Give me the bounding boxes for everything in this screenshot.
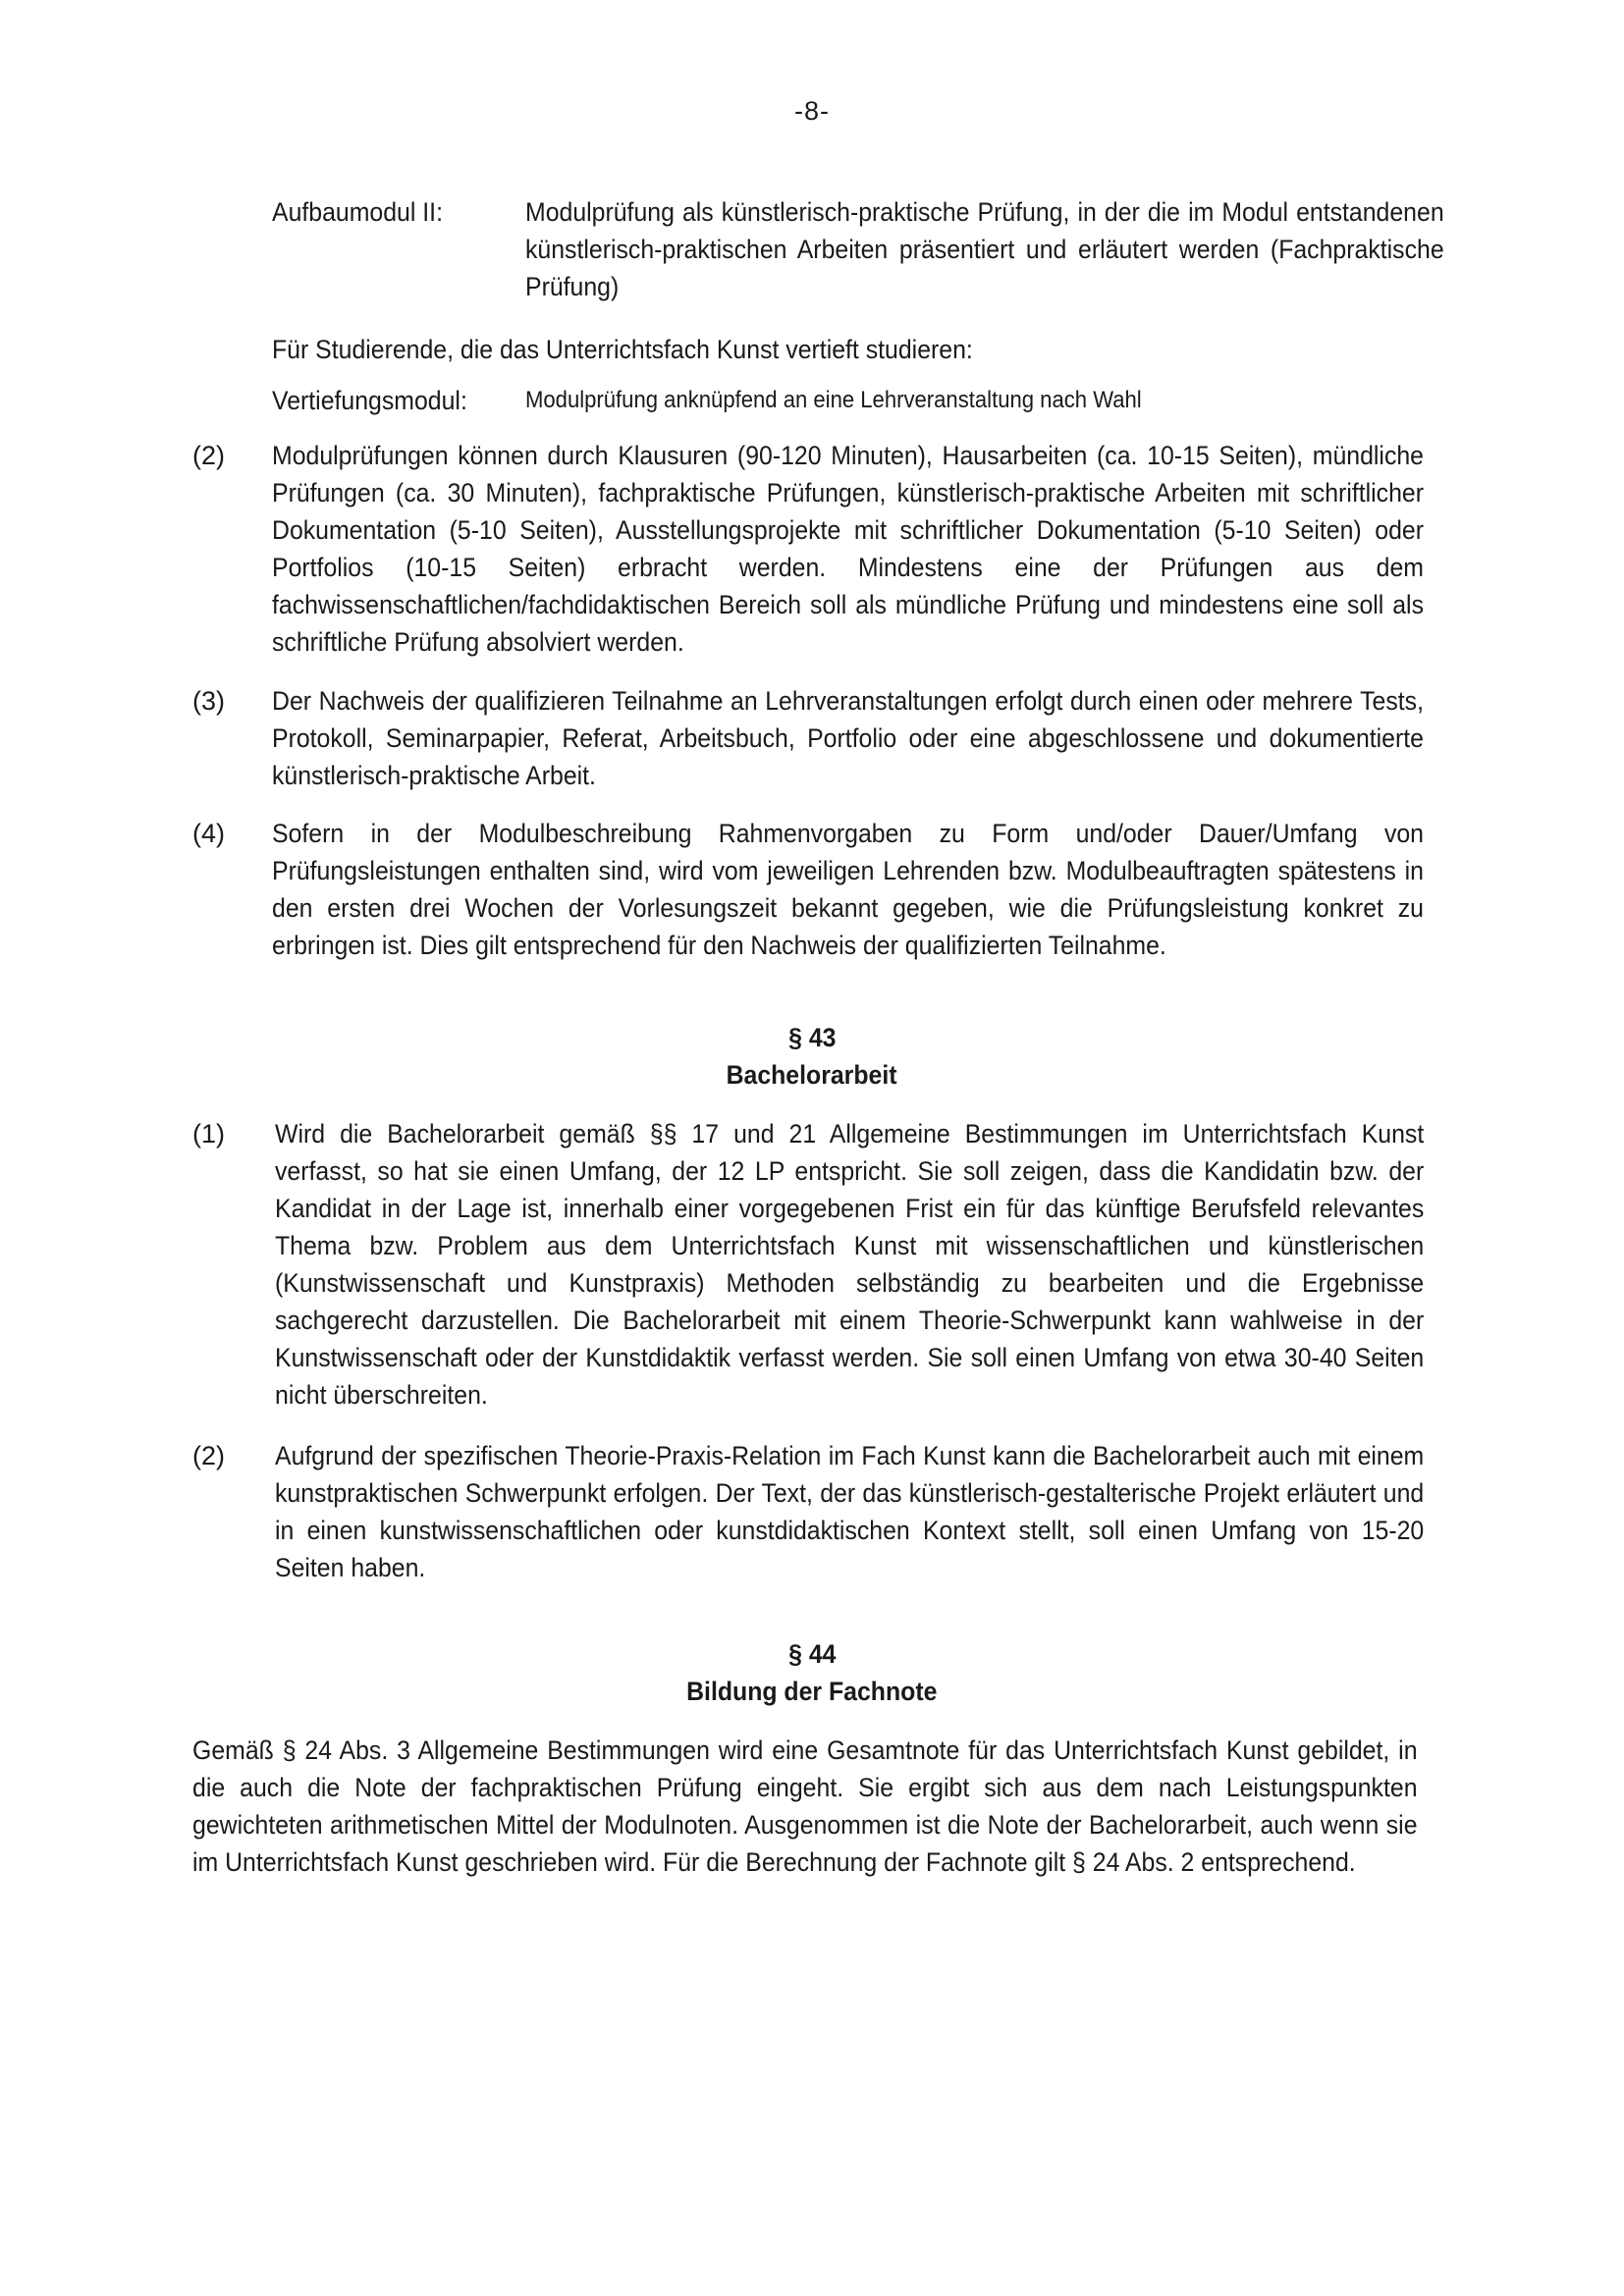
section-title bbox=[0, 1056, 1624, 1094]
item-text: Sofern in der Modulbeschreibung Rahmenvorgaben zu Form und/oder Dauer/Umfang von Prüfungsleistungen enthalten sind, wird vom jeweiligen Lehrenden bzw. Modulbeauftragten spätestens in den ersten drei Wochen der Vorlesungszeit bekannt gegeben, wie die Prüfungsleistung konkret zu erbringen ist. Dies gilt entsprechend für den Nachweis der qualifizierten Teilnahme. bbox=[272, 819, 1424, 960]
item-text: Der Nachweis der qualifizieren Teilnahme an Lehrveranstaltungen erfolgt durch einen oder mehrere Tests, Protokoll, Seminarpapier, Referat, Arbeitsbuch, Portfolio oder eine abgeschlossene und dokumentierte künstlerisch-praktische Arbeit. bbox=[272, 686, 1424, 790]
s43-item-1 bbox=[0, 1115, 1624, 1414]
s42-item-2 bbox=[0, 437, 1624, 661]
page-number: -8- bbox=[794, 96, 830, 126]
item-text: Aufgrund der spezifischen Theorie-Praxis-Relation im Fach Kunst kann die Bachelorarbeit auch mit einem kunstpraktischen Schwerpunkt erfolgen. Der Text, der das künstlerisch-gestalterische Projekt erläutert und in einen kunstwissenschaftlichen oder kunstdidaktischen Kontext stellt, soll einen Umfang von 15-20 Seiten haben. bbox=[275, 1441, 1425, 1582]
item-number: (1) bbox=[192, 1119, 225, 1148]
aufbau-label: Aufbaumodul II: bbox=[272, 197, 443, 227]
item-number: (4) bbox=[192, 819, 225, 848]
vertiefung-label: Vertiefungsmodul: bbox=[272, 386, 467, 415]
aufbau-text: Modulprüfung als künstlerisch-praktische Prüfung, in der die im Modul entstandenen künstlerisch-praktischen Arbeiten präsentiert und erläutert werden (Fachpraktische Prüfung) bbox=[525, 197, 1444, 301]
vertiefung-text: Modulprüfung anknüpfend an eine Lehrveranstaltung nach Wahl bbox=[525, 387, 1142, 413]
item-number: (3) bbox=[192, 686, 225, 716]
section-number bbox=[0, 1635, 1624, 1673]
s43-item-2 bbox=[0, 1437, 1624, 1586]
s44-paragraph bbox=[0, 1732, 1624, 1881]
section-43-number: § 43 bbox=[787, 1023, 837, 1052]
s42-item-4 bbox=[0, 815, 1624, 964]
section-44-title: Bildung der Fachnote bbox=[686, 1677, 938, 1706]
item-number: (2) bbox=[192, 1441, 225, 1470]
s42-item-3 bbox=[0, 682, 1624, 794]
vertieft-intro: Für Studierende, die das Unterrichtsfach Kunst vertieft studieren: bbox=[272, 335, 973, 364]
item-number: (2) bbox=[192, 441, 225, 470]
section-43-title: Bachelorarbeit bbox=[727, 1060, 897, 1090]
aufbau-block bbox=[0, 193, 1624, 305]
section-number bbox=[0, 1019, 1624, 1056]
section-44-number: § 44 bbox=[787, 1639, 837, 1669]
item-text: Wird die Bachelorarbeit gemäß §§ 17 und 21 Allgemeine Bestimmungen im Unterrichtsfach Kunst verfasst, so hat sie einen Umfang, der 12 LP entspricht. Sie soll zeigen, dass die Kandidatin bzw. der Kandidat in der Lage ist, innerhalb einer vorgegebenen Frist ein für das künftige Berufsfeld relevantes Thema bzw. Problem aus dem Unterrichtsfach Kunst mit wissenschaftlichen und künstlerischen (Kunstwissenschaft und Kunstpraxis) Methoden selbständig zu bearbeiten und die Ergebnisse sachgerecht darzustellen. Die Bachelorarbeit mit einem Theorie-Schwerpunkt kann wahlweise in der Kunstwissenschaft oder der Kunstdidaktik verfasst werden. Sie soll einen Umfang von etwa 30-40 Seiten nicht überschreiten. bbox=[275, 1119, 1425, 1410]
paragraph-text: Gemäß § 24 Abs. 3 Allgemeine Bestimmungen wird eine Gesamtnote für das Unterrichtsfach Kunst gebildet, in die auch die Note der fachpraktischen Prüfung eingeht. Sie ergibt sich aus dem nach Leistungspunkten gewichteten arithmetischen Mittel der Modulnoten. Ausgenommen ist die Note der Bachelorarbeit, auch wenn sie im Unterrichtsfach Kunst geschrieben wird. Für die Berechnung der Fachnote gilt § 24 Abs. 2 entsprechend. bbox=[192, 1735, 1418, 1877]
section-title bbox=[0, 1673, 1624, 1710]
item-text: Modulprüfungen können durch Klausuren (90-120 Minuten), Hausarbeiten (ca. 10-15 Seiten), mündliche Prüfungen (ca. 30 Minuten), fachpraktische Prüfungen, künstlerisch-praktische Arbeiten mit schriftlicher Dokumentation (5-10 Seiten), Ausstellungsprojekte mit schriftlicher Dokumentation (5-10 Seiten) oder Portfolios (10-15 Seiten) erbracht werden. Mindestens eine der Prüfungen aus dem fachwissenschaftlichen/fachdidaktischen Bereich soll als mündliche Prüfung und mindestens eine soll als schriftliche Prüfung absolviert werden. bbox=[272, 441, 1424, 657]
